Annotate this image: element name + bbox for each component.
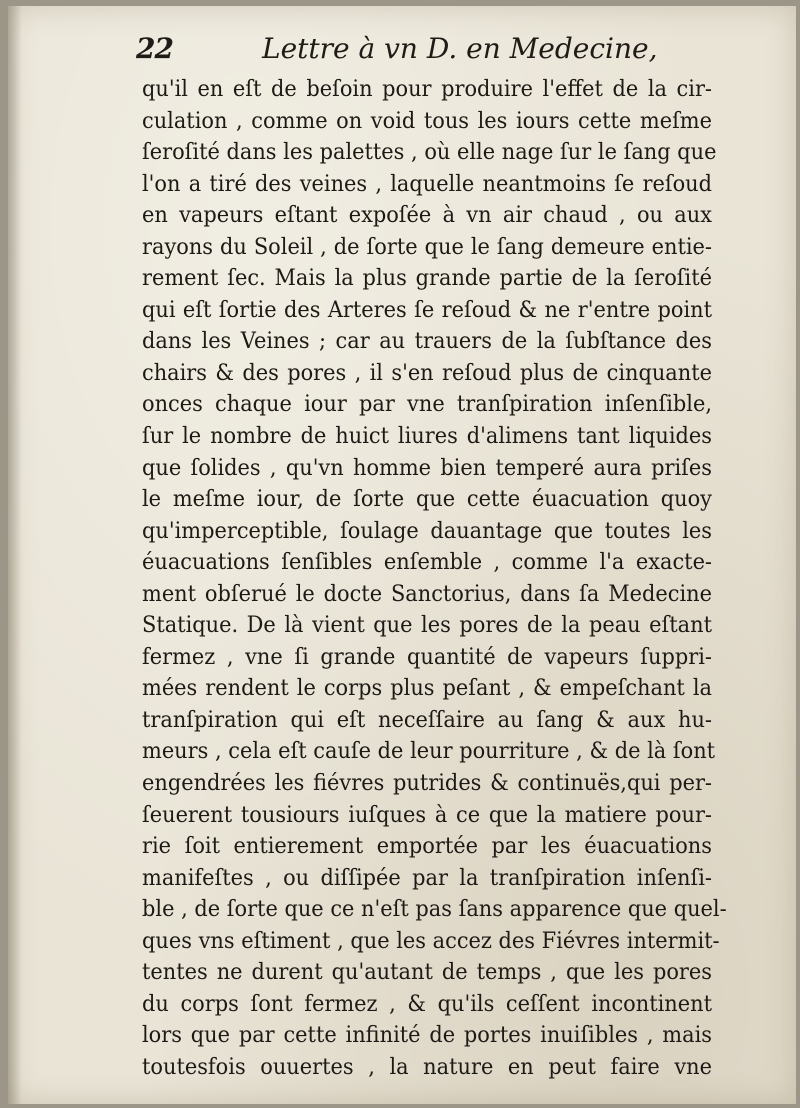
text-line: ſeuerent tousiours iuſques à ce que la matiere pour- [142, 802, 712, 828]
text-line: tentes ne durent qu'autant de temps , que les pores [142, 960, 712, 986]
text-line: du corps ſont fermez , & qu'ils ceſſent incontinent [142, 991, 712, 1017]
text-line: lors que par cette infinité de portes inuiſibles , mais [142, 1023, 712, 1049]
text-line: mées rendent le corps plus peſant , & empeſchant la [142, 676, 712, 702]
text-line: chairs & des pores , il s'en reſoud plus de cinquante [142, 360, 712, 386]
text-line: ſeroſité dans les palettes , où elle nage ſur le ſang que [142, 140, 717, 166]
text-line: dans les Veines ; car au trauers de la ſubſtance des [142, 329, 712, 355]
text-line: engendrées les fiévres putrides & continuës,qui per- [142, 771, 712, 797]
page-number: 22 [136, 32, 173, 65]
text-line: rayons du Soleil , de ſorte que le ſang demeure entie- [142, 234, 712, 260]
running-title: Lettre à vn D. en Medecine, [262, 32, 658, 65]
text-line: meurs , cela eſt cauſe de leur pourriture , & de là ſont [142, 739, 716, 765]
text-line: onces chaque iour par vne tranſpiration inſenſible, [142, 392, 712, 418]
text-line: rie ſoit entierement emportée par les éuacuations [142, 834, 712, 860]
text-line: ques vns eſtiment , que les accez des Fiévres intermit- [142, 928, 720, 954]
text-line: qu'il en eſt de beſoin pour produire l'effet de la cir- [142, 77, 712, 102]
text-line: qu'imperceptible, ſoulage dauantage que toutes les [142, 518, 712, 544]
text-line: éuacuations ſenſibles enſemble , comme l'a exacte- [142, 550, 712, 576]
text-line: Statique. De là vient que les pores de la peau eſtant [142, 613, 712, 639]
text-line: ble , de ſorte que ce n'eſt pas ſans apparence que quel- [142, 897, 727, 923]
text-line: qui eſt ſortie des Arteres ſe reſoud & ne r'entre point [142, 297, 712, 323]
page-header [136, 28, 738, 70]
text-line: culation , comme on void tous les iours cette meſme [142, 108, 712, 134]
text-line: manifeſtes , ou diſſipée par la tranſpiration inſenſi- [142, 865, 712, 891]
text-line: en vapeurs eſtant expoſée à vn air chaud , ou aux [142, 203, 712, 229]
text-line: ſur le nombre de huict liures d'alimens tant liquides [142, 424, 712, 450]
text-line: toutesfois ouuertes , la nature en peut faire vne [142, 1054, 712, 1080]
text-line: le meſme iour, de ſorte que cette éuacuation quoy [142, 487, 712, 513]
text-line: rement ſec. Mais la plus grande partie de la ſeroſité [142, 266, 712, 292]
text-line: ment obſerué le docte Sanctorius, dans ſa Medecine [142, 581, 712, 607]
page-binding-shadow [8, 6, 22, 1104]
text-line: fermez , vne ſi grande quantité de vapeurs ſuppri- [142, 644, 712, 670]
text-line: que ſolides , qu'vn homme bien temperé aura priſes [142, 455, 712, 481]
book-page [8, 6, 796, 1104]
text-line: tranſpiration qui eſt neceſſaire au ſang & aux hu- [142, 707, 712, 733]
text-line: l'on a tiré des veines , laquelle neantmoins ſe reſoud [142, 171, 712, 197]
body-text [142, 74, 727, 1084]
